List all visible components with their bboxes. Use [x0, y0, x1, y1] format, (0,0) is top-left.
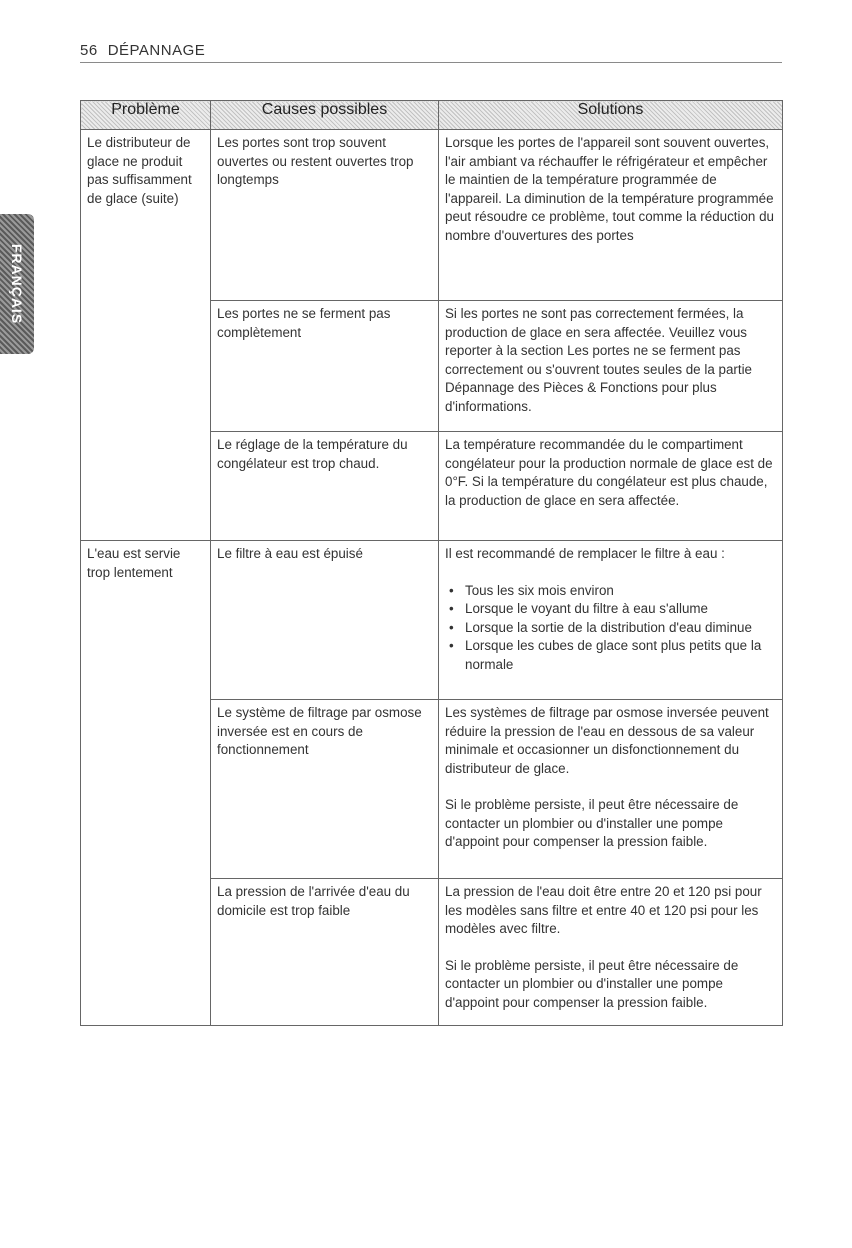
- solution-cell: Lorsque les portes de l'appareil sont souvent ouvertes, l'air ambiant va réchauffer le réfrigérateur et empêcher le maintien de la température programmée de l'appareil. La diminution de la température programmée peut résoudre ce problème, tout comme la réduction du nombre d'ouvertures des portes: [439, 130, 783, 301]
- solution-paragraph: Si le problème persiste, il peut être nécessaire de contacter un plombier ou d'installer une pompe d'appoint pour compenser la pression faible.: [445, 797, 739, 849]
- troubleshooting-table: [80, 100, 783, 1026]
- list-item: • Tous les six mois environ: [463, 582, 776, 601]
- solution-cell: [439, 541, 783, 700]
- column-header-solutions: Solutions: [439, 101, 783, 130]
- cause-cell: Le système de filtrage par osmose inversée est en cours de fonctionnement: [211, 700, 439, 879]
- problem-cell: L'eau est servie trop lentement: [81, 541, 211, 1026]
- cause-cell: La pression de l'arrivée d'eau du domicile est trop faible: [211, 879, 439, 1026]
- table-header-row: [81, 101, 783, 130]
- list-item: • Lorsque les cubes de glace sont plus petits que la normale: [463, 637, 776, 674]
- solution-cell: [439, 700, 783, 879]
- column-header-problem: Problème: [81, 101, 211, 130]
- column-header-causes: Causes possibles: [211, 101, 439, 130]
- solution-bullet-list: [445, 582, 776, 675]
- solution-cell: La température recommandée du le compartiment congélateur pour la production normale de glace est de 0°F. Si la température du congélateur est plus chaude, la production de glace en sera affectée.: [439, 432, 783, 541]
- table-row: [81, 541, 783, 700]
- solution-cell: Si les portes ne sont pas correctement fermées, la production de glace en sera affectée. Veuillez vous reporter à la section Les portes ne se ferment pas correctement ou s'ouvrent toutes seules de la partie Dépannage des Pièces & Fonctions pour plus d'informations.: [439, 301, 783, 432]
- section-title: DÉPANNAGE: [107, 42, 206, 59]
- table-row: [81, 130, 783, 301]
- page-header: [80, 42, 782, 63]
- solution-paragraph: Les systèmes de filtrage par osmose inversée peuvent réduire la pression de l'eau en dessous de sa valeur minimale et occasionner un disfonctionnement du distributeur de glace.: [445, 705, 769, 776]
- cause-cell: Le filtre à eau est épuisé: [211, 541, 439, 700]
- list-item: • Lorsque le voyant du filtre à eau s'allume: [463, 600, 776, 619]
- language-tab-label: FRANÇAIS: [9, 243, 25, 325]
- solution-cell: [439, 879, 783, 1026]
- solution-paragraph: Si le problème persiste, il peut être nécessaire de contacter un plombier ou d'installer une pompe d'appoint pour compenser la pression faible.: [445, 957, 739, 1010]
- page-number: 56: [80, 42, 98, 59]
- cause-cell: Les portes ne se ferment pas complètement: [211, 301, 439, 432]
- cause-cell: Le réglage de la température du congélateur est trop chaud.: [211, 432, 439, 541]
- language-tab: [0, 214, 34, 354]
- solution-intro: Il est recommandé de remplacer le filtre à eau :: [445, 546, 725, 561]
- list-item: • Lorsque la sortie de la distribution d'eau diminue: [463, 619, 776, 638]
- problem-cell: Le distributeur de glace ne produit pas suffisamment de glace (suite): [81, 130, 211, 541]
- cause-cell: Les portes sont trop souvent ouvertes ou restent ouvertes trop longtemps: [211, 130, 439, 301]
- solution-paragraph: La pression de l'eau doit être entre 20 et 120 psi pour les modèles sans filtre et entre 40 et 120 psi pour les modèles avec filtre.: [445, 884, 762, 936]
